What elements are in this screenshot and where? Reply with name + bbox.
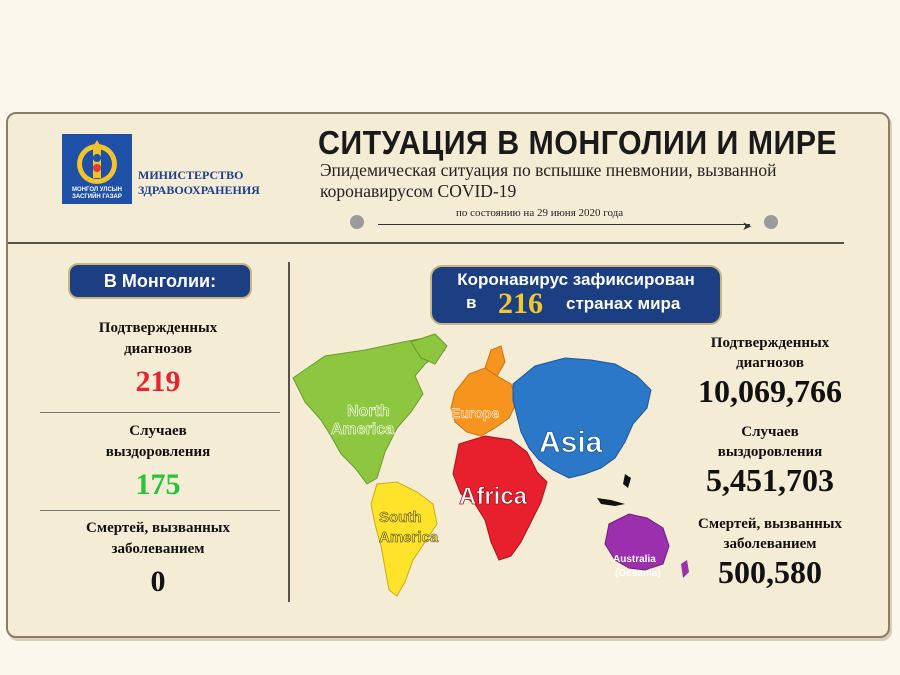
- ministry-line2: ЗДРАВООХРАНЕНИЯ: [138, 183, 260, 197]
- mongolia-deaths-block: [38, 518, 278, 599]
- mongolia-separator-2: [40, 510, 280, 511]
- australia-label-2: (Oceania): [615, 568, 661, 579]
- arrow-right-icon: ➤: [742, 219, 753, 233]
- header-divider: [8, 242, 844, 244]
- mongolia-separator-1: [40, 412, 280, 413]
- mongolia-deaths-label-2: заболеванием: [111, 541, 205, 557]
- logo-text-line1: МОНГОЛ УЛСЫН: [72, 187, 122, 193]
- world-confirmed-label-1: Подтвержденных: [710, 335, 830, 351]
- world-recovered-block: [670, 422, 870, 499]
- north-america-label-2: America: [331, 421, 395, 438]
- mongolia-confirmed-block: [38, 318, 278, 399]
- world-deaths-value: 500,580: [718, 554, 822, 590]
- date-timeline: [340, 207, 780, 237]
- world-badge-tail: странах мира: [566, 294, 681, 313]
- world-recovered-value: 5,451,703: [706, 462, 834, 498]
- subtitle-line2: коронавирусом COVID-19: [320, 181, 517, 201]
- mongolia-recovered-block: [38, 421, 278, 502]
- south-america-label-1: South: [379, 509, 422, 526]
- ministry-line1: МИНИСТЕРСТВО: [138, 168, 244, 182]
- south-america-label-2: America: [379, 529, 439, 546]
- world-countries-count: 216: [498, 287, 543, 320]
- government-logo: [62, 134, 132, 204]
- mongolia-badge: В Монголии:: [68, 263, 252, 299]
- asia-label: Asia: [539, 426, 603, 459]
- mongolia-deaths-label-1: Смертей, вызванных: [86, 520, 230, 536]
- europe-region: [451, 368, 517, 436]
- world-confirmed-value: 10,069,766: [698, 373, 842, 409]
- world-deaths-block: [670, 514, 870, 591]
- subtitle-line1: Эпидемическая ситуация по вспышке пневмонии, вызванной: [320, 160, 777, 180]
- world-badge-in: в: [466, 293, 477, 312]
- africa-label: Africa: [459, 483, 528, 510]
- timeline-arrow-line: [378, 224, 750, 225]
- mongolia-recovered-label-1: Случаев: [129, 423, 187, 439]
- world-map: [285, 328, 695, 598]
- timeline-end-dot: [764, 215, 778, 229]
- world-badge-line1: Коронавирус зафиксирован: [457, 270, 695, 289]
- page-title: СИТУАЦИЯ В МОНГОЛИИ И МИРЕ: [318, 124, 838, 161]
- mongolia-confirmed-value: 219: [135, 365, 181, 398]
- logo-text-line2: ЗАСГИЙН ГАЗАР: [72, 194, 122, 200]
- mongolia-recovered-label-2: выздоровления: [105, 444, 211, 460]
- world-deaths-label-1: Смертей, вызванных: [698, 516, 842, 532]
- mongolia-confirmed-label-2: диагнозов: [124, 341, 192, 357]
- indonesia-region: [597, 498, 625, 506]
- europe-label: Europe: [451, 405, 500, 421]
- world-recovered-label-2: выздоровления: [717, 444, 823, 460]
- page-subtitle: [320, 160, 860, 202]
- mongolia-confirmed-label-1: Подтвержденных: [98, 320, 218, 336]
- world-confirmed-block: [670, 333, 870, 410]
- world-confirmed-label-2: диагнозов: [736, 355, 804, 371]
- world-recovered-label-1: Случаев: [741, 424, 799, 440]
- ministry-name: [138, 168, 288, 198]
- mongolia-recovered-value: 175: [135, 468, 181, 501]
- mongolia-deaths-value: 0: [150, 565, 166, 598]
- world-countries-badge: [430, 265, 722, 325]
- world-deaths-label-2: заболеванием: [723, 536, 817, 552]
- asia-region: [513, 358, 651, 478]
- report-date: по состоянию на 29 июня 2020 года: [456, 207, 624, 219]
- timeline-start-dot: [350, 215, 364, 229]
- north-america-label-1: North: [347, 403, 390, 420]
- australia-label-1: Australia: [613, 554, 656, 565]
- asian-islands-region: [623, 474, 631, 488]
